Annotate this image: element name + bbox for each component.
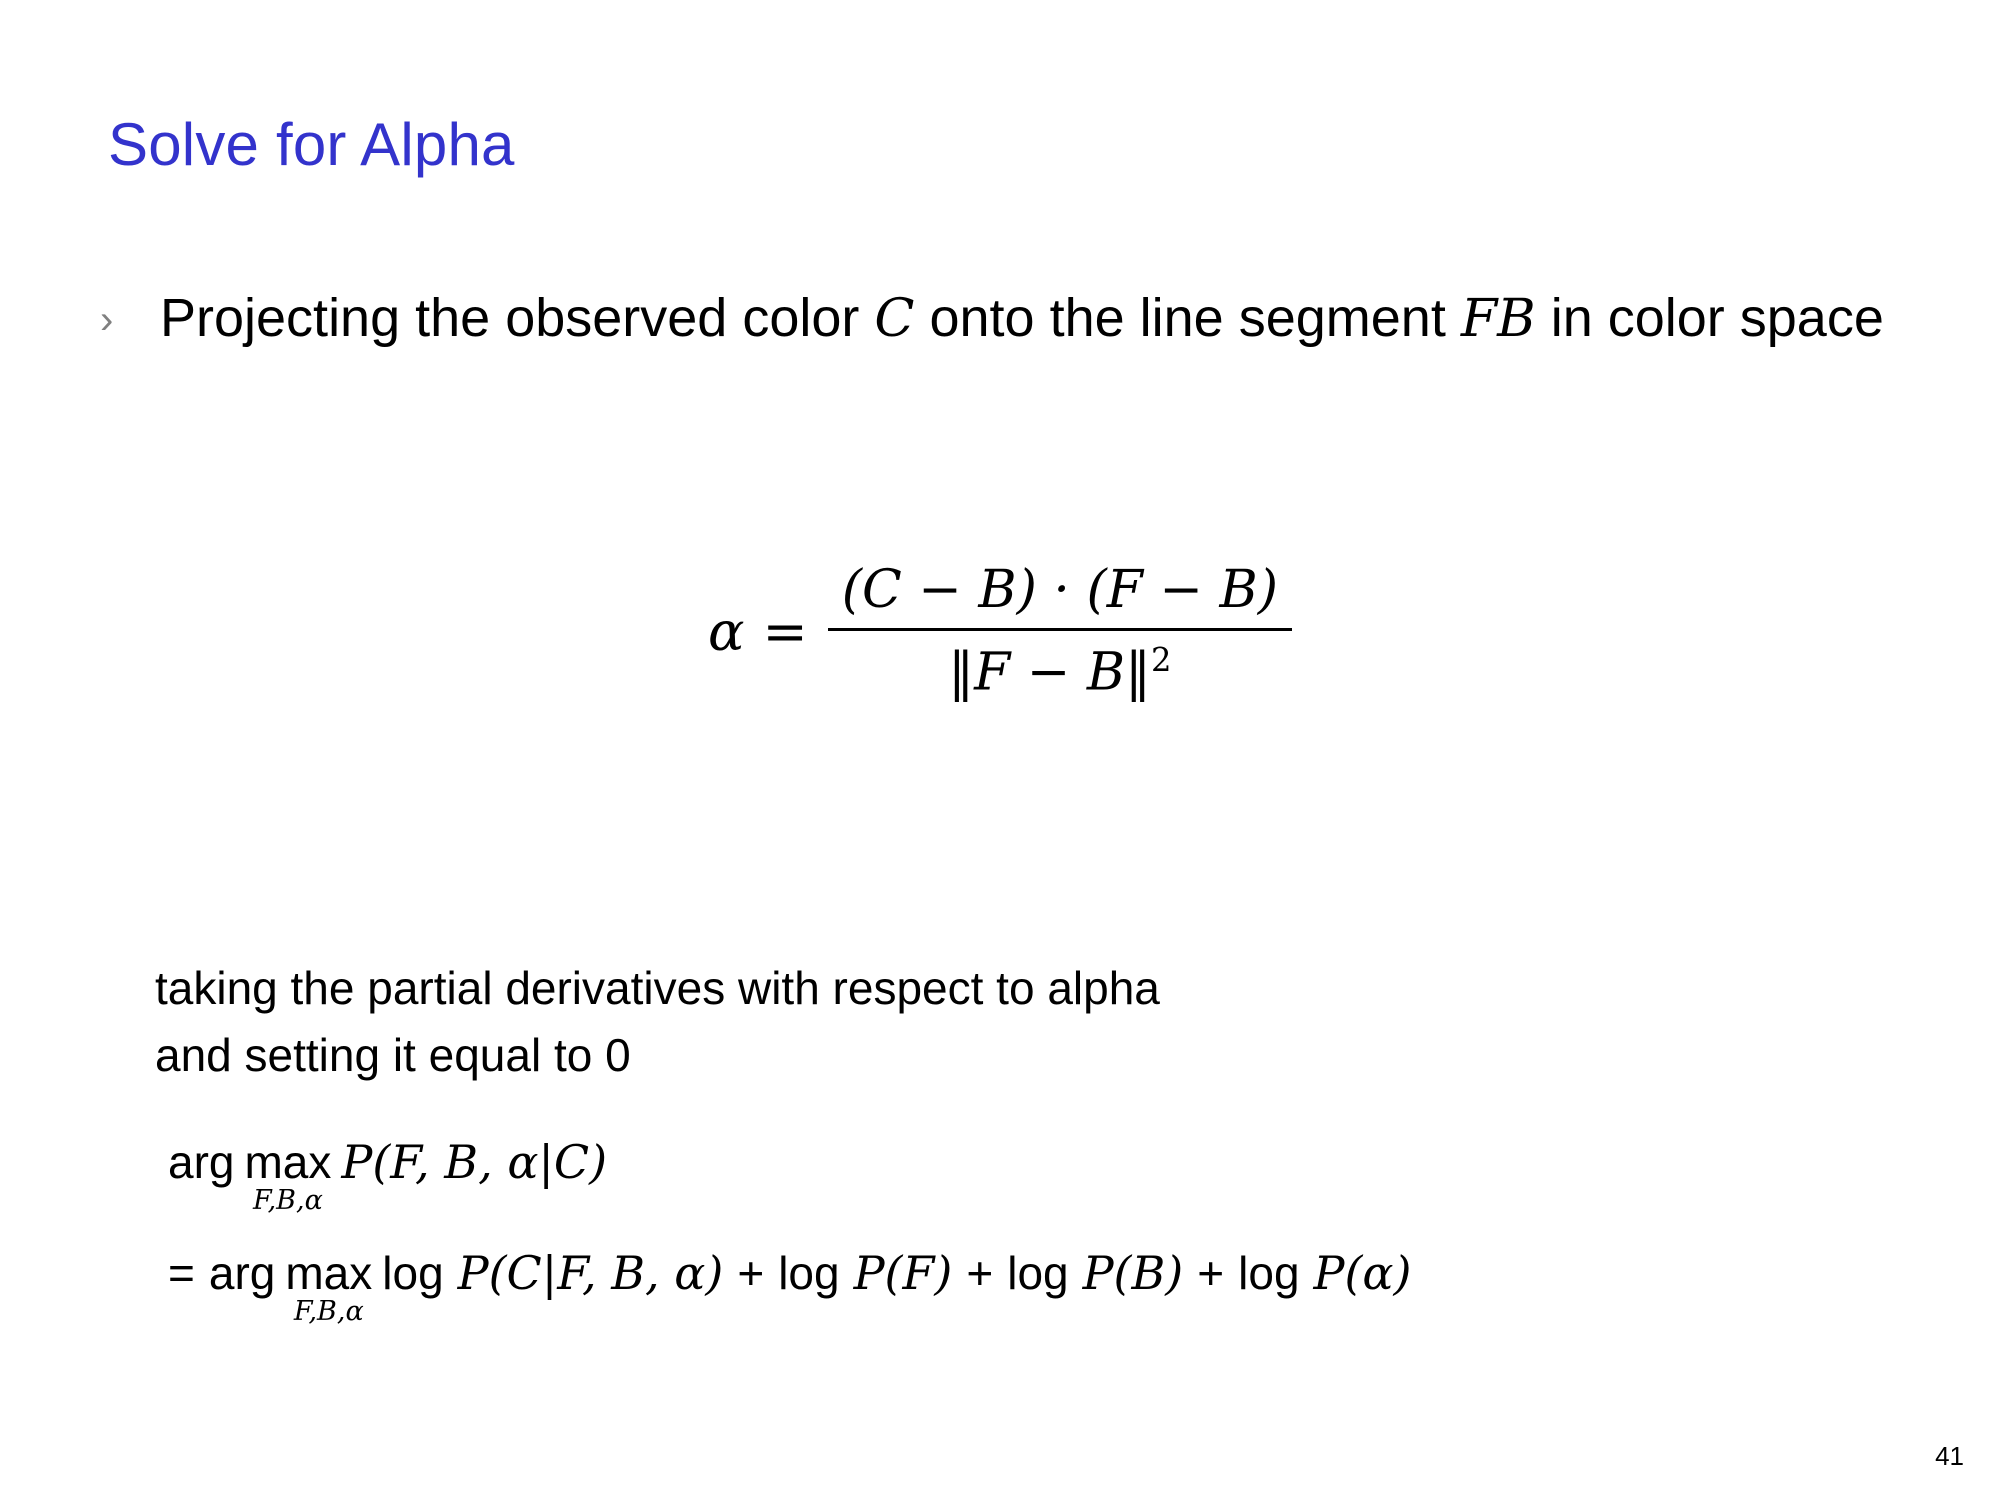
equation-equals-sign: =	[762, 599, 808, 663]
argmax-line2-plus2: +	[966, 1247, 994, 1299]
argmax-line1-expression: P(F, B, α|C)	[341, 1135, 608, 1189]
equation-denominator	[934, 631, 1185, 702]
denominator-exponent: 2	[1151, 641, 1172, 679]
argmax-line1-arg: arg	[168, 1136, 235, 1188]
bullet-marker-icon: ›	[100, 298, 114, 342]
argmax-line2-log2: log	[778, 1247, 840, 1299]
note-line-2: and setting it equal to 0	[155, 1028, 631, 1081]
bullet-text	[160, 282, 1884, 355]
argmax-line2-term3: P(B)	[1082, 1246, 1184, 1300]
argmax-line2-subscript: F,B,α	[293, 1296, 364, 1327]
bullet-math-c: C	[874, 288, 915, 349]
argmax-line1-max-operator	[244, 1135, 331, 1216]
argmax-equation	[168, 1135, 1411, 1327]
note-text	[155, 955, 1160, 1088]
argmax-line2-term4: P(α)	[1313, 1246, 1412, 1300]
argmax-line2-max: max	[285, 1247, 373, 1299]
bullet-math-fb: FB	[1460, 288, 1536, 349]
note-line-1: taking the partial derivatives with respect to alpha	[155, 962, 1160, 1014]
argmax-line2-plus1: +	[737, 1247, 765, 1299]
denominator-expression: ‖F − B‖	[948, 642, 1152, 703]
argmax-line2-term2: P(F)	[853, 1246, 953, 1300]
argmax-line-2	[168, 1246, 1411, 1327]
equation-numerator: (C − B) · (F − B)	[841, 560, 1278, 620]
argmax-line2-log1: log	[382, 1247, 444, 1299]
argmax-line2-arg: arg	[208, 1247, 276, 1299]
alpha-equation	[0, 560, 2000, 702]
bullet-list	[100, 282, 1900, 355]
bullet-text-part3: in color space	[1535, 288, 1884, 348]
equation-fraction	[828, 560, 1292, 702]
argmax-line2-log4: log	[1238, 1247, 1300, 1299]
page-number: 41	[1935, 1441, 1964, 1471]
bullet-text-part1: Projecting the observed color	[160, 288, 875, 348]
equation-lhs-alpha: α	[707, 599, 745, 663]
argmax-line2-equals: =	[168, 1247, 195, 1299]
argmax-line2-term1: P(C|F, B, α)	[457, 1246, 724, 1300]
argmax-line2-plus3: +	[1197, 1247, 1225, 1299]
bullet-text-part2: onto the line segment	[914, 288, 1461, 348]
list-item	[100, 282, 1900, 355]
argmax-line1-subscript: F,B,α	[253, 1185, 323, 1216]
argmax-line-1	[168, 1135, 1411, 1216]
page-title: Solve for Alpha	[108, 111, 515, 178]
argmax-line2-log3: log	[1007, 1247, 1069, 1299]
argmax-line1-max: max	[244, 1136, 332, 1188]
argmax-line2-max-operator	[285, 1246, 372, 1327]
